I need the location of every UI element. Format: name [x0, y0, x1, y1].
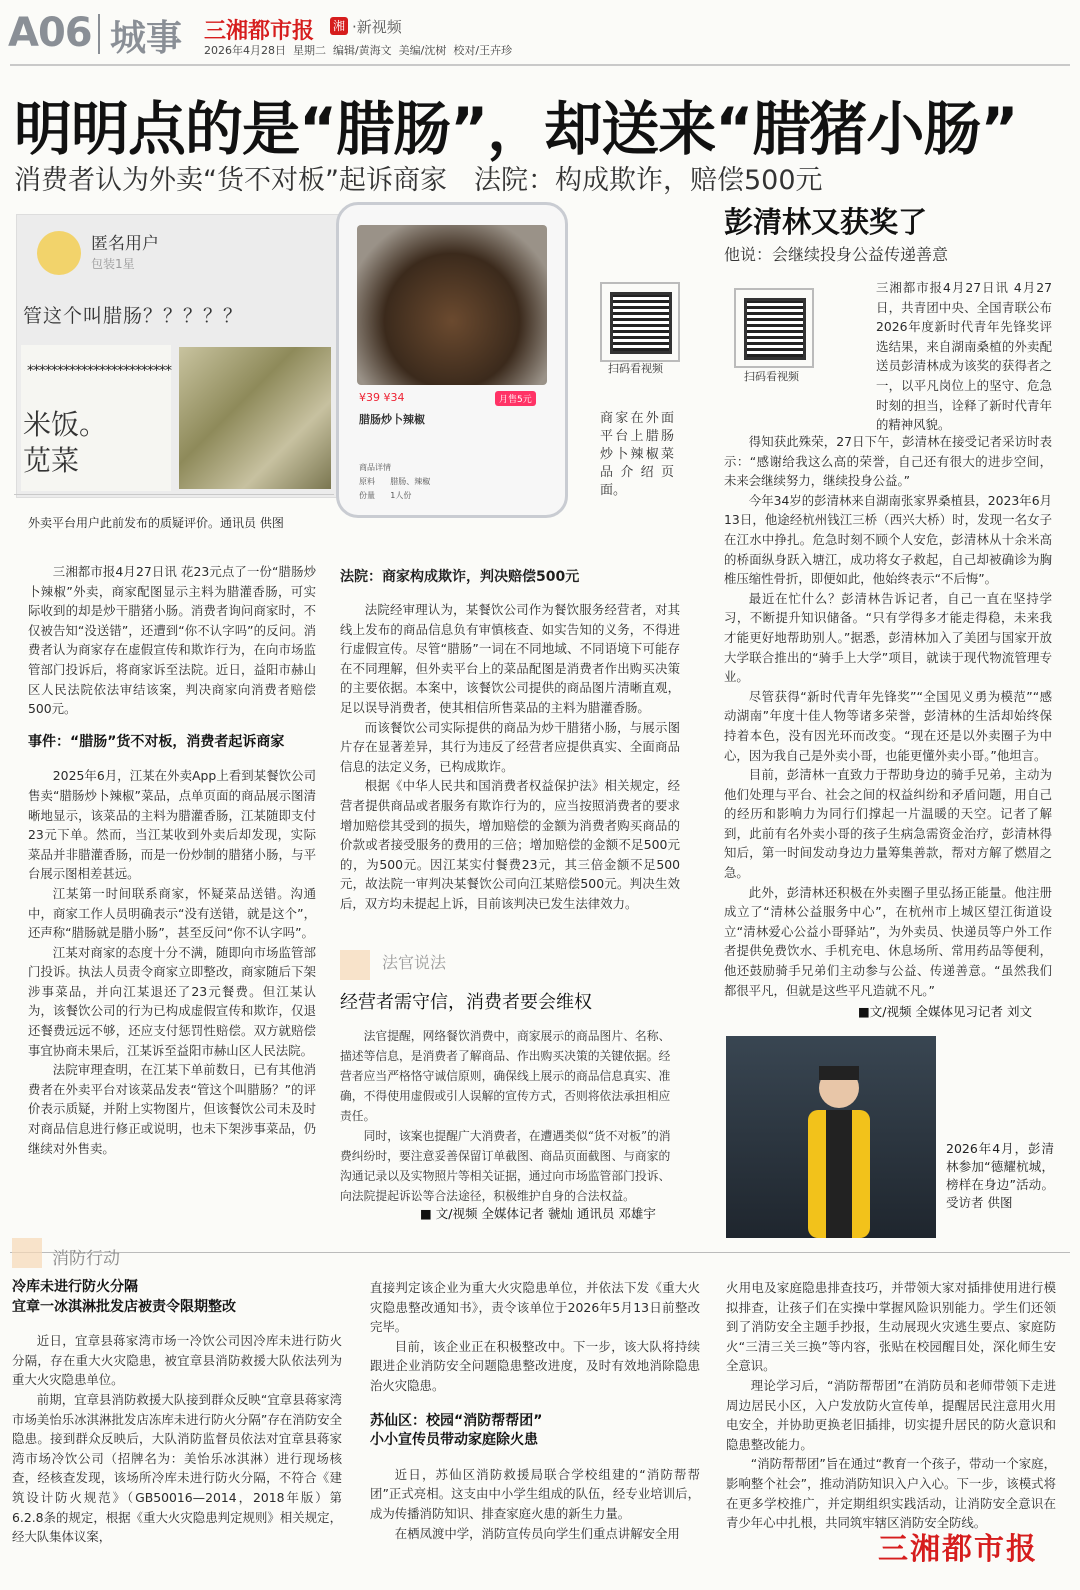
dish-detail: 商品详情 原料 腊肠、辣椒 份量 1人份 [359, 463, 431, 500]
paragraph: 近日，苏仙区消防救援局联合学校组建的“消防帮帮团”正式亮相。这支由中小学生组成的队伍，经专业培训后，成为传播消防知识、排查家庭火患的新生力量。 [370, 1466, 700, 1521]
fire-column-3 [726, 1278, 1056, 1533]
paragraph: 此外，彭清林还积极在外卖圈子里弘扬正能量。他注册成立了“清林公益服务中心”，在杭州市上城区望江街道设立“清林爱心公益小哥驿站”，为外卖员、快递员等户外工作者提供免费饮水、手机充电、休息场所、常用药品等便利，他还鼓励骑手兄弟们主动参与公益、传递善意。“虽然我们都很平凡，但就是这些平凡造就不凡。” [724, 884, 1052, 998]
masthead-divider [98, 14, 100, 54]
review-rating: 包装1星 [91, 257, 135, 271]
side-headline: 彭清林又获奖了 [724, 205, 928, 239]
fire-title-2a: 苏仙区：校园“消防帮帮团” [370, 1412, 543, 1429]
dish-photo [357, 225, 547, 385]
side-lede-top [876, 278, 1052, 435]
fire-title-2b: 小小宣传员带动家庭除火患 [370, 1432, 538, 1449]
article-column-1 [28, 562, 316, 1158]
paragraph: 今年34岁的彭清林来自湖南张家界桑植县，2023年6月13日，他途经杭州钱江三桥（西兴大桥）时，发现一名女子在江水中挣扎。危急时刻不顾个人安危，彭清林从十余米高的桥面纵身跃入塘江，成功将女子救起，自己却被确诊为胸椎压缩性骨折，即便如此，他始终表示“不后悔”。 [724, 492, 1052, 587]
paragraph: 得知获此殊荣，27日下午，彭清林在接受记者采访时表示：“感谢给我这么高的荣誉，自己还有很大的进步空间，未来会继续努力，继续投身公益。” [724, 434, 1052, 489]
receipt-text: 米饭。 苋菜 [23, 408, 108, 477]
paragraph: 前期，宜章县消防救援大队接到群众反映“宜章县蒋家湾市场美怡乐冰淇淋批发店冻库未进行防火分隔”存在消防安全隐患。接到群众反映后，大队消防监督员依法对宜章县蒋家湾市场冷饮公司（招牌名为：美怡乐冰淇淋）进行现场核查，经核查发现，该场所冷库未进行防火分隔，不符合《建筑设计防火规范》（GB50016—2014，2018年版）第6.2.8条的规定，根据《重大火灾隐患判定规则》相关规定，经大队集体议案， [12, 1391, 342, 1545]
dish-badge: 月售5元 [495, 391, 536, 406]
paragraph: 法院经审理认为，某餐饮公司作为餐饮服务经营者，对其线上发布的商品信息负有审慎核查、如实告知的义务，不得进行虚假宣传。尽管“腊肠”一词在不同地域、不同语境下可能存在不同理解，但外卖平台上的菜品配图是消费者作出购买决策的主要依据。本案中，该餐饮公司提供的商品图片清晰直观，足以误导消费者，使其相信所售菜品的主料为腊灌香肠。 [340, 602, 680, 715]
award-photo-caption: 2026年4月，彭清林参加“德耀杭城，榜样在身边”活动。受访者 供图 [946, 1141, 1054, 1210]
paragraph: 2025年6月，江某在外卖App上看到某餐饮公司售卖“腊肠炒卜辣椒”菜品，点单页面的商品展示图清晰地显示，该菜品的主料为腊灌香肠，江某随即支付23元下单。然而，当江某收到外卖后却发现，实际菜品并非腊灌香肠，而是一份炒制的腊猪小肠，与平台展示图相差甚远。 [28, 768, 316, 882]
qr-code-icon[interactable] [744, 298, 806, 360]
side-subhead: 他说：会继续投身公益传递善意 [724, 245, 949, 264]
receipt-photo [21, 345, 171, 491]
paragraph: 火用电及家庭隐患排查技巧，并带领大家对插排使用进行模拟排查，让孩子们在实操中掌握风险识别能力。学生们还领到了消防安全主题手抄报，生动展现火灾逃生要点、家庭防火“三清三关三换”等内容，张贴在校园醒目处，深化师生安全意识。 [726, 1280, 1056, 1374]
side-column [724, 432, 1052, 1000]
food-photo [179, 347, 331, 489]
section-rule [10, 1252, 1070, 1253]
paragraph: 江某对商家的态度十分不满，随即向市场监管部门投诉。执法人员责令商家立即整改，商家随后下架涉事菜品，并向江某退还了23元餐费。但江某认为，该餐饮公司的行为已构成虚假宣传和欺诈，仅退还餐费远远不够，还应支付惩罚性赔偿。双方就赔偿事宜协商未果后，江某诉至益阳市赫山区人民法院。 [28, 944, 316, 1058]
paragraph: 江某第一时间联系商家，怀疑菜品送错。沟通中，商家工作人员明确表示“没有送错，就是这个”，还声称“腊肠就是腊小肠”，甚至反问“你不认字吗”。 [28, 885, 316, 941]
merchant-caption: 商家在外面平台上腊肠炒卜辣椒菜品介绍页面。 [600, 411, 674, 498]
fire-column-1 [12, 1278, 342, 1547]
paper-logo: 三湘都市报 [204, 19, 315, 44]
user-avatar [37, 231, 81, 275]
speaker-figure [796, 1058, 882, 1238]
paragraph: 法官提醒，网络餐饮消费中，商家展示的商品图片、名称、描述等信息，是消费者了解商品、作出购买决策的关键依据。经营者应当严格恪守诚信原则，确保线上展示的商品信息真实、准确，不得使用虚假或引人误解的宣传方式，否则将依法承担相应责任。 [340, 1029, 671, 1123]
subhead-event: 事件：“腊肠”货不对板，消费者起诉商家 [28, 733, 285, 750]
photo-caption: 外卖平台用户此前发布的质疑评价。通讯员 供图 [28, 516, 284, 530]
dish-name: 腊肠炒卜辣椒 [359, 413, 425, 426]
paragraph: 根据《中华人民共和国消费者权益保护法》相关规定，经营者提供商品或者服务有欺诈行为的，应当按照消费者的要求增加赔偿其受到的损失，增加赔偿的金额为消费者购买商品的价款或者接受服务的费用的三倍；增加赔偿的金额不足500元的，为500元。因江某实付餐费23元，其三倍金额不足500元，故法院一审判决某餐饮公司向江某赔偿500元。判决生效后，双方均未提起上诉，目前该判决已发生法律效力。 [340, 778, 680, 911]
byline: ■ 文/视频 全媒体记者 虢灿 通讯员 邓雄宇 [420, 1206, 656, 1221]
judge-commentary [340, 1026, 680, 1206]
section-name: 城事 [110, 18, 183, 59]
subhead-court: 法院：商家构成欺诈，判决赔偿500元 [340, 569, 580, 585]
review-username: 匿名用户 [91, 234, 159, 254]
review-screenshot [16, 214, 340, 498]
video-label: ·新视频 [352, 18, 402, 36]
qr-code-icon[interactable] [610, 292, 672, 354]
tag-marker [12, 1238, 42, 1268]
qr-label: 扫码看视频 [608, 362, 663, 375]
receipt-stars: ************************ [27, 363, 171, 379]
tag-marker [340, 950, 370, 980]
video-badge-icon: 湘 [330, 17, 348, 35]
paragraph: 同时，该案也提醒广大消费者，在遭遇类似“货不对板”的消费纠纷时，要注意妥善保留订单截图、商品页面截图、与商家的沟通记录以及实物照片等相关证据，通过向市场监管部门投诉、向法院提起诉讼等合法途径，积极维护自身的合法权益。 [340, 1129, 671, 1203]
dish-price: ¥39 ¥34 [359, 391, 405, 404]
main-headline: 明明点的是“腊肠”，却送来“腊猪小肠” [14, 95, 1018, 163]
side-byline: ■文/视频 全媒体见习记者 刘文 [858, 1004, 1032, 1019]
paragraph: “消防帮帮团”旨在通过“教育一个孩子，带动一个家庭，影响整个社会”，推动消防知识入户入心。下一步，该模式将在更多学校推广，并定期组织实践活动，让消防安全意识在青少年心中扎根，共同筑牢辖区消防安全防线。 [726, 1456, 1056, 1531]
qr-label: 扫码看视频 [744, 370, 799, 383]
fire-title-1a: 冷库未进行防火分隔 [12, 1279, 138, 1295]
fire-title-1b: 宜章一冰淇淋批发店被责令限期整改 [12, 1298, 236, 1315]
review-text: 管这个叫腊肠？？？？？ [23, 305, 244, 327]
article-column-2 [340, 600, 680, 914]
dateline: 2026年4月28日 星期二 编辑/黄海文 美编/沈树 校对/王卉珍 [204, 44, 513, 57]
phone-mockup [336, 202, 568, 518]
page-number: A06 [8, 10, 92, 56]
paragraph: 尽管获得“新时代青年先锋奖”“全国见义勇为模范”“感动湖南”年度十佳人物等诸多荣誉，彭清林的生活却始终保持着本色，没有因光环而改变。“现在还是以外卖圈子为中心，因为我自己是外卖小哥，也能更懂外卖小哥。”他坦言。 [724, 688, 1052, 763]
judge-tag: 法官说法 [382, 953, 447, 972]
fire-section-tag: 消防行动 [52, 1249, 120, 1269]
award-photo [726, 1036, 936, 1238]
main-subhead: 消费者认为外卖“货不对板”起诉商家 法院：构成欺诈，赔偿500元 [14, 165, 823, 196]
paragraph: 目前，彭清林一直致力于帮助身边的骑手兄弟，主动为他们处理与平台、社会之间的权益纠纷和矛盾问题，用自己的经历和影响力为同行们撑起一片温暖的天空。记者了解到，此前有名外卖小哥的孩子生病急需资金治疗，彭清林得知后，第一时间发动身边力量筹集善款，帮对方解了燃眉之急。 [724, 767, 1052, 881]
paragraph: 目前，该企业正在积极整改中。下一步，该大队将持续跟进企业消防安全问题隐患整改进度，及时有效地消除隐患治火灾隐患。 [370, 1338, 700, 1393]
paragraph: 最近在忙什么？彭清林告诉记者，自己一直在坚持学习，不断提升知识储备。“只有学得多才能走得稳，未来我才能更好地帮助别人。”据悉，彭清林加入了美团与国家开放大学联合推出的“骑手上大学”项目，就读于现代物流管理专业。 [724, 590, 1052, 685]
paragraph: 法院审理查明，在江某下单前数日，已有其他消费者在外卖平台对该菜品发表“管这个叫腊肠？”的评价表示质疑，并附上实物图片，但该餐饮公司未及时对商品信息进行修正或说明，也未下架涉事菜品，仍继续对外售卖。 [28, 1062, 316, 1156]
side-lede: 三湘都市报4月27日讯 4月27日，共青团中央、全国青联公布2026年度新时代青年先锋奖评选结果，来自湖南桑植的外卖配送员彭清林成为该奖的获得者之一，以平凡岗位上的坚守、危急时刻的担当，诠释了新时代青年的精神风貌。 [876, 280, 1052, 433]
paragraph: 而该餐饮公司实际提供的商品为炒干腊猪小肠，与展示图片存在显著差异，其行为违反了经营者应提供真实、全面商品信息的法定义务，已构成欺诈。 [340, 719, 680, 774]
judge-title: 经营者需守信，消费者要会维权 [340, 992, 592, 1013]
paragraph: 理论学习后，“消防帮帮团”在消防员和老师带领下走进周边居民小区，入户发放防火宣传单，提醒居民注意用火用电安全，并协助更换老旧插排，切实提升居民的防火意识和隐患整改能力。 [726, 1377, 1056, 1452]
paragraph: 直接判定该企业为重大火灾隐患单位，并依法下发《重大火灾隐患整改通知书》，责令该单位于2026年5月13日前整改完毕。 [370, 1280, 700, 1335]
footer-logo: 三湘都市报 [878, 1532, 1038, 1567]
fire-column-2 [370, 1278, 700, 1543]
paragraph: 近日，宜章县蒋家湾市场一冷饮公司因冷库未进行防火分隔，存在重大火灾隐患，被宜章县消防救援大队依法列为重大火灾隐患单位。 [12, 1333, 342, 1388]
paragraph: 在栖凤渡中学，消防宣传员向学生们重点讲解安全用 [394, 1525, 680, 1541]
photo-frame-line [14, 494, 334, 495]
masthead-rule [10, 64, 1070, 66]
lede: 三湘都市报4月27日讯 花23元点了一份“腊肠炒卜辣椒”外卖，商家配图显示主料为腊灌香肠，可实际收到的却是炒干腊猪小肠。消费者询问商家时，不仅被告知“没送错”，还遭到“你不认字吗”的反问。消费者认为商家存在虚假宣传和欺诈行为，在向市场监管部门投诉后，将商家诉至法院。近日，益阳市赫山区人民法院依法审结该案，判决商家向消费者赔偿500元。 [28, 564, 316, 717]
